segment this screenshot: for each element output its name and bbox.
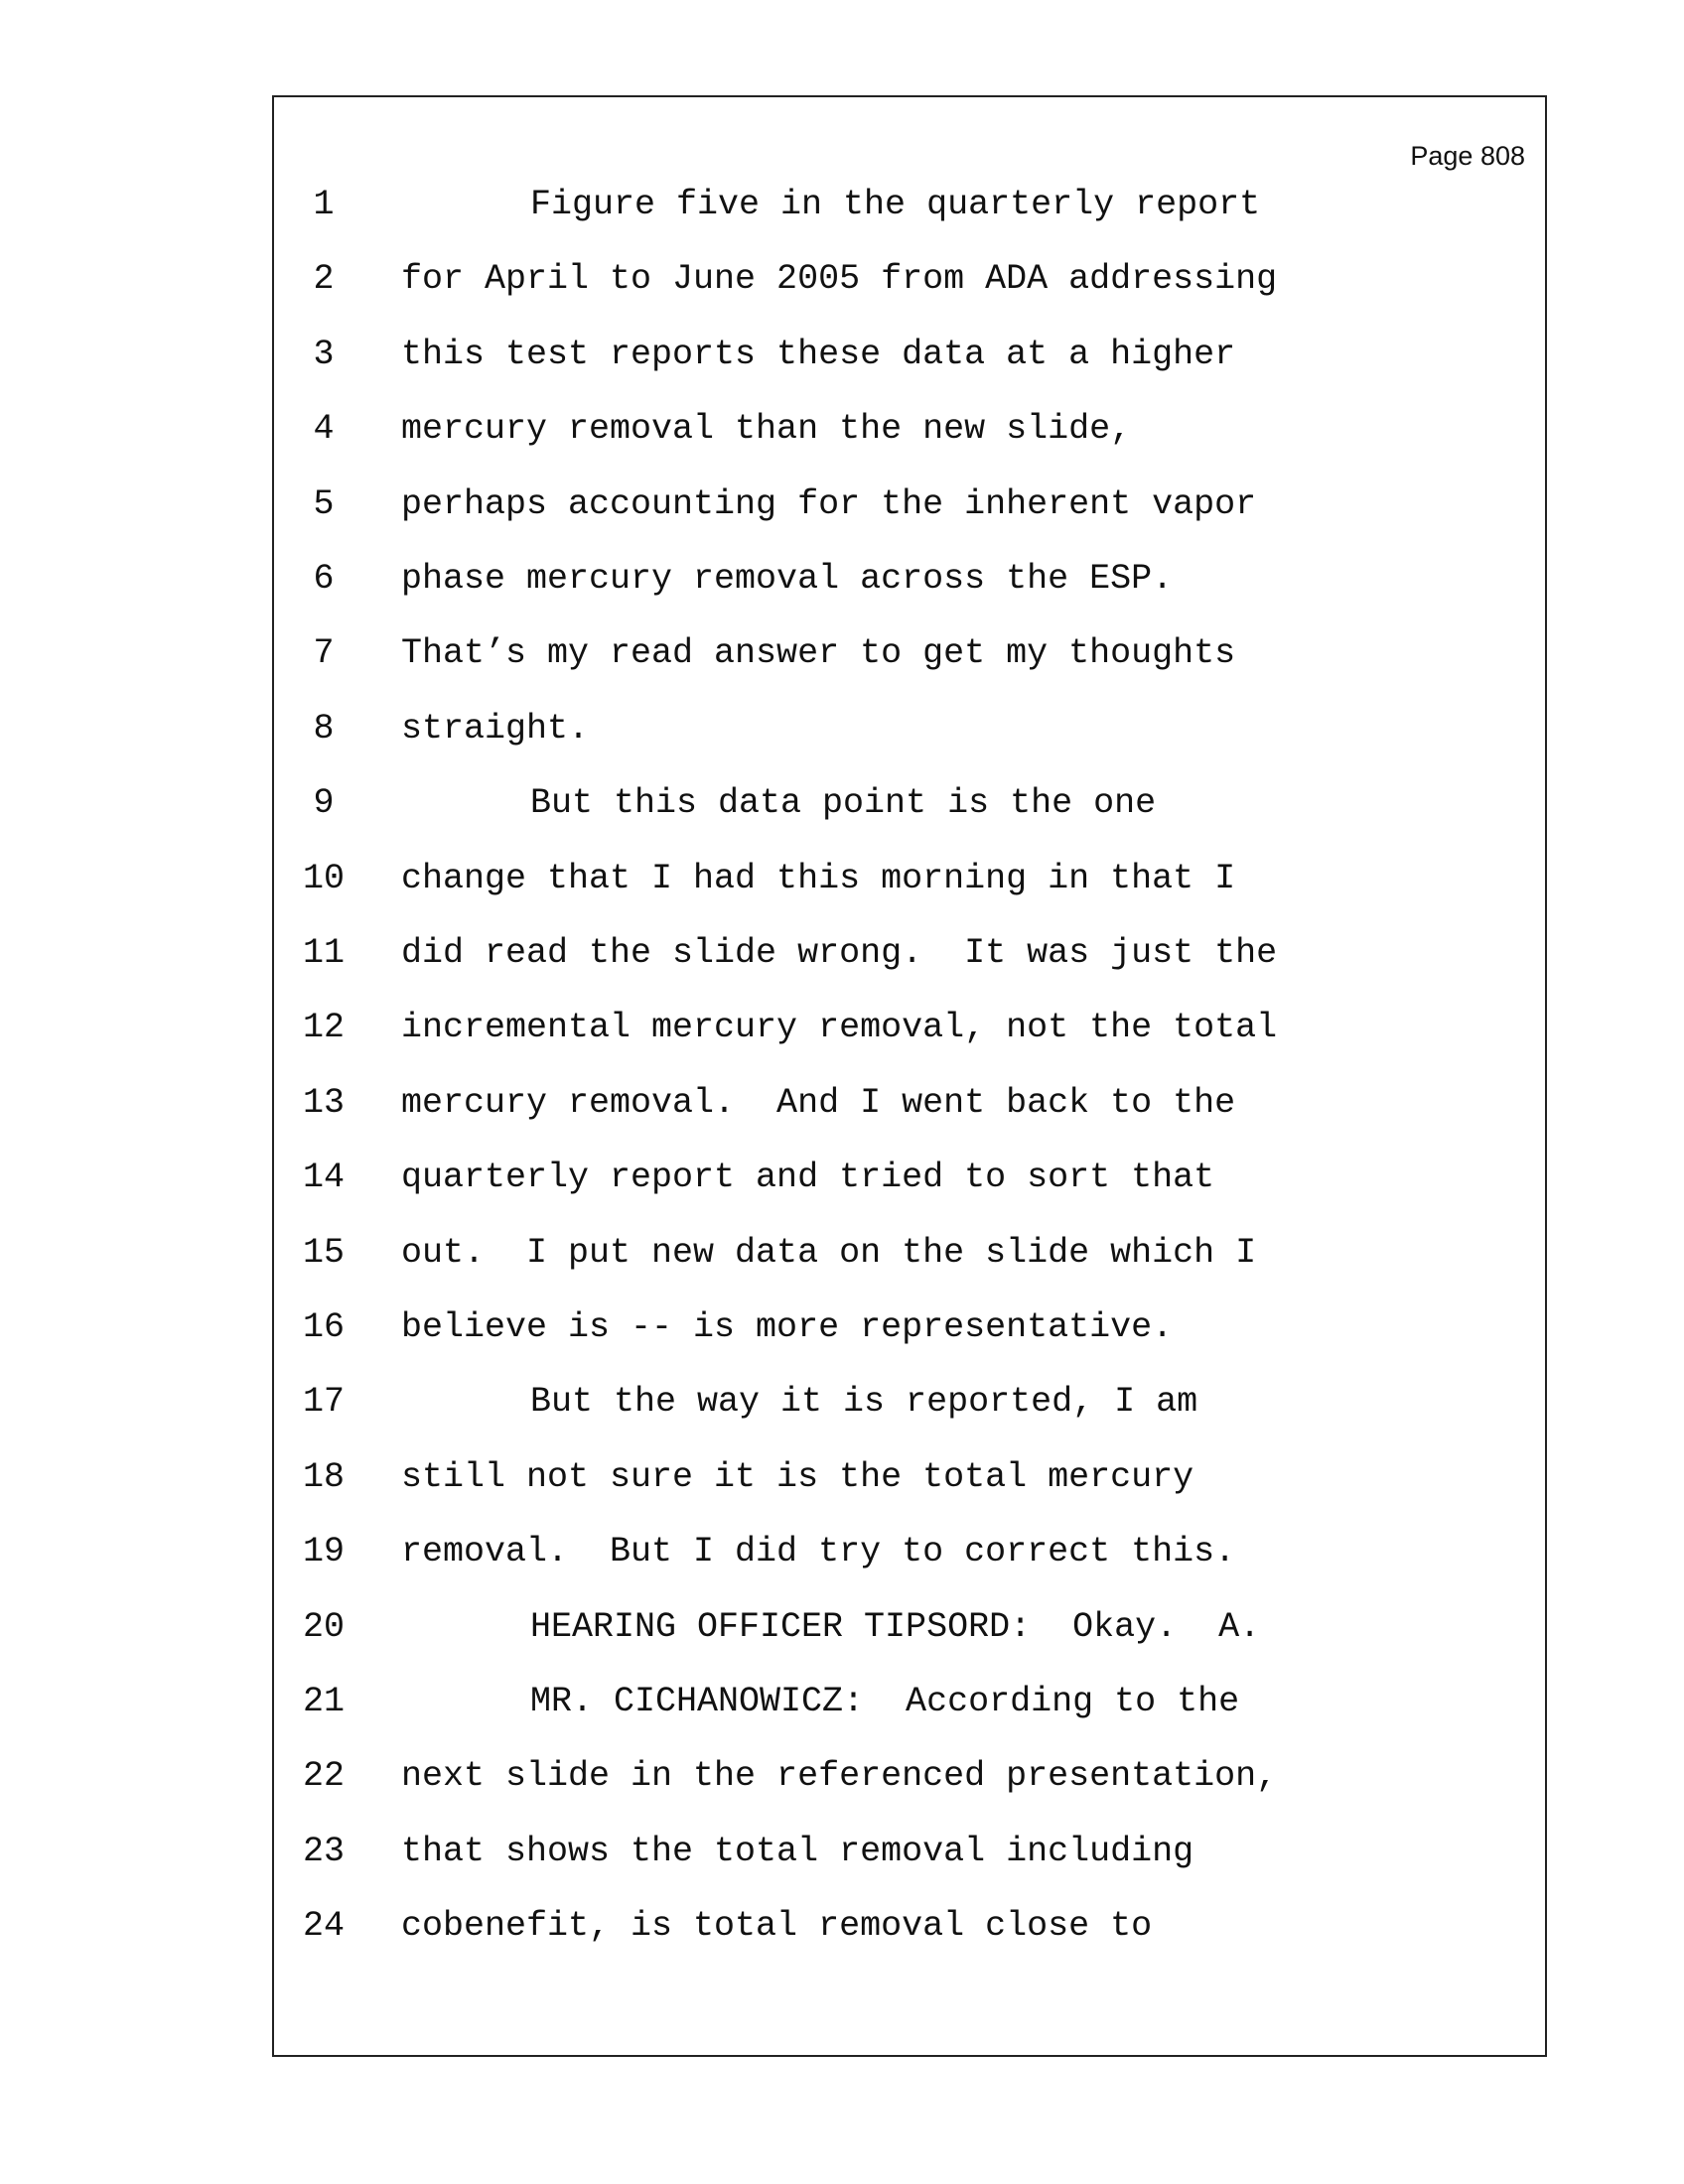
line-number: 7: [313, 633, 335, 674]
line-text: straight.: [401, 708, 590, 749]
line-number: 24: [302, 1906, 345, 1947]
line-text: this test reports these data at a higher: [401, 334, 1236, 374]
line-number: 9: [313, 783, 335, 824]
transcript-line: [274, 998, 1545, 1057]
line-number: 1: [313, 185, 335, 224]
line-number: 20: [302, 1606, 345, 1647]
transcript-line: [274, 399, 1545, 459]
line-number: 2: [313, 259, 335, 300]
transcript-line: [274, 1447, 1545, 1507]
transcript-line: [274, 1597, 1545, 1657]
line-number: 8: [313, 708, 335, 749]
transcript-line: [274, 1223, 1545, 1283]
line-text: still not sure it is the total mercury: [401, 1456, 1194, 1497]
line-text: mercury removal. And I went back to the: [401, 1082, 1236, 1123]
line-text: incremental mercury removal, not the total: [401, 1008, 1278, 1048]
line-number: 23: [302, 1831, 345, 1871]
line-text: HEARING OFFICER TIPSORD: Okay. A.: [530, 1606, 1261, 1647]
line-text: Figure five in the quarterly report: [530, 185, 1261, 224]
line-text: MR. CICHANOWICZ: According to the: [530, 1682, 1240, 1721]
line-number: 4: [313, 409, 335, 450]
transcript-line: [274, 475, 1545, 534]
line-text: believe is -- is more representative.: [401, 1307, 1174, 1347]
transcript-line: [274, 1148, 1545, 1207]
line-number: 18: [302, 1456, 345, 1497]
line-number: 11: [302, 933, 345, 973]
line-number: 22: [302, 1756, 345, 1797]
transcript-line: [274, 249, 1545, 309]
transcript-line: [274, 773, 1545, 833]
line-text: removal. But I did try to correct this.: [401, 1532, 1236, 1572]
line-number: 16: [302, 1307, 345, 1347]
page-number: Page 808: [1410, 141, 1525, 171]
transcript-line: [274, 1522, 1545, 1581]
line-number: 13: [302, 1082, 345, 1123]
transcript-line: [274, 325, 1545, 384]
line-text: cobenefit, is total removal close to: [401, 1906, 1153, 1947]
transcript-line: [274, 1073, 1545, 1133]
line-number: 14: [302, 1158, 345, 1198]
line-text: did read the slide wrong. It was just the: [401, 933, 1278, 973]
line-number: 19: [302, 1532, 345, 1572]
transcript-line: [274, 1372, 1545, 1432]
transcript-line: [274, 1746, 1545, 1806]
line-number: 5: [313, 483, 335, 524]
line-text: for April to June 2005 from ADA addressing: [401, 259, 1278, 300]
line-number: 21: [302, 1682, 345, 1721]
transcript-line: [274, 623, 1545, 683]
line-text: quarterly report and tried to sort that: [401, 1158, 1215, 1198]
line-number: 10: [302, 858, 345, 898]
line-text: But this data point is the one: [530, 783, 1157, 824]
line-text: next slide in the referenced presentation,: [401, 1756, 1278, 1797]
line-text: phase mercury removal across the ESP.: [401, 559, 1174, 599]
transcript-lines: [274, 97, 1545, 2055]
line-number: 6: [313, 559, 335, 599]
transcript-line: [274, 1822, 1545, 1881]
transcript-line: [274, 1896, 1545, 1956]
line-text: out. I put new data on the slide which I: [401, 1232, 1257, 1273]
transcript-line: [274, 923, 1545, 983]
line-number: 3: [313, 334, 335, 374]
transcript-line: [274, 175, 1545, 234]
line-number: 12: [302, 1008, 345, 1048]
line-number: 17: [302, 1382, 345, 1423]
transcript-line: [274, 549, 1545, 609]
line-text: But the way it is reported, I am: [530, 1382, 1198, 1423]
line-text: mercury removal than the new slide,: [401, 409, 1132, 450]
line-text: that shows the total removal including: [401, 1831, 1194, 1871]
line-text: perhaps accounting for the inherent vapor: [401, 483, 1257, 524]
line-text: change that I had this morning in that I: [401, 858, 1236, 898]
transcript-line: [274, 1672, 1545, 1731]
line-number: 15: [302, 1232, 345, 1273]
transcript-line: [274, 849, 1545, 908]
transcript-line: [274, 699, 1545, 758]
line-text: That’s my read answer to get my thoughts: [401, 633, 1236, 674]
transcript-line: [274, 1297, 1545, 1357]
transcript-page-frame: [272, 95, 1547, 2057]
